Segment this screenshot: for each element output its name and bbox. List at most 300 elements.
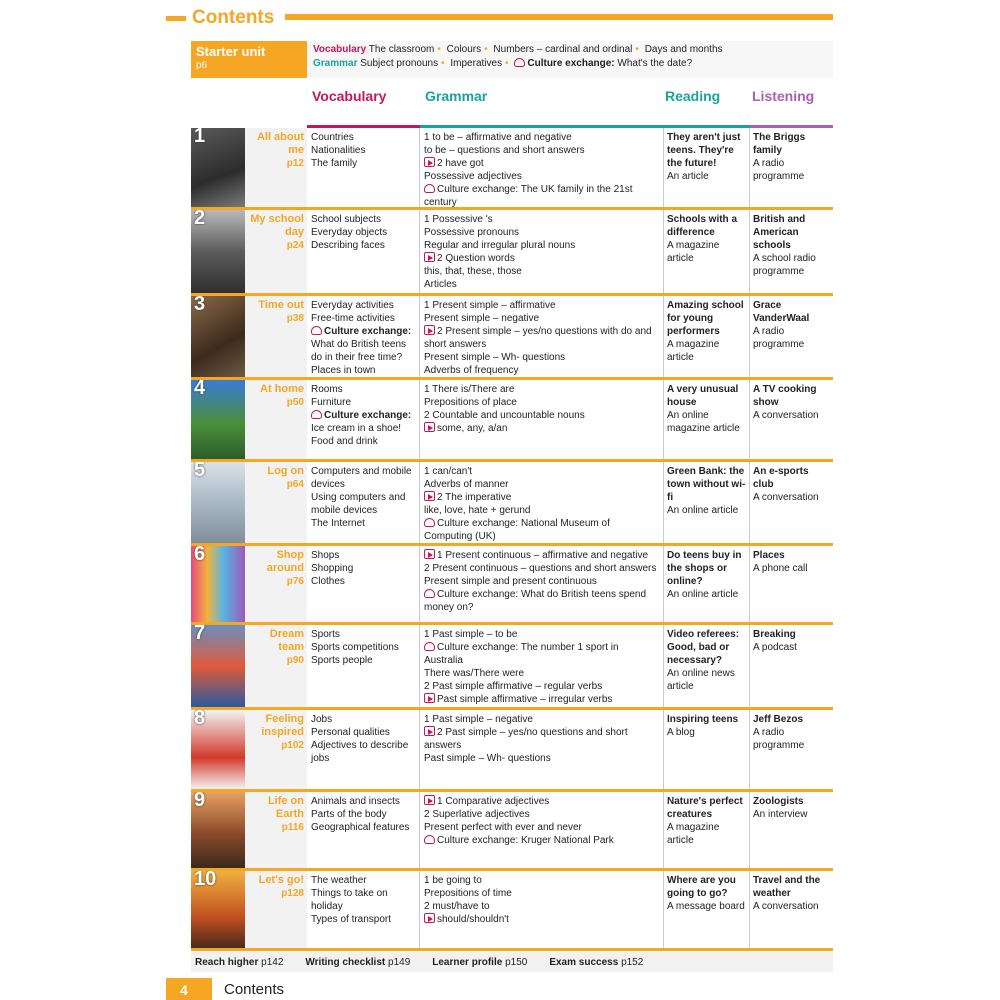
- unit-grammar: [420, 871, 664, 948]
- grammar-item: [424, 325, 659, 351]
- culture-exchange-icon: [424, 589, 435, 598]
- unit-page: p102: [281, 740, 304, 751]
- unit-name-line: Let's go!: [258, 874, 304, 886]
- video-icon[interactable]: [424, 157, 435, 167]
- listening-type: A radio programme: [753, 326, 805, 350]
- grammar-item: [424, 808, 659, 821]
- header-reading: Reading: [665, 88, 721, 104]
- unit-title[interactable]: [245, 871, 307, 948]
- reading-title: Nature's perfect creatures: [667, 796, 743, 820]
- culture-exchange-icon: [424, 835, 435, 844]
- starter-page: p6: [196, 60, 208, 71]
- grammar-text: Present simple – negative: [424, 313, 540, 324]
- grammar-text: Possessive pronouns: [424, 227, 520, 238]
- grammar-item: [424, 422, 659, 435]
- reading-title: Inspiring teens: [667, 714, 739, 725]
- unit-grammar: [420, 128, 664, 207]
- vocab-item: Jobs: [311, 714, 333, 725]
- video-icon[interactable]: [424, 913, 435, 923]
- starter-unit-row: [191, 41, 833, 78]
- starter-culture-text: What's the date?: [617, 58, 693, 69]
- unit-photo: [191, 710, 245, 789]
- footer-link-label: Learner profile: [432, 956, 503, 968]
- grammar-item: [424, 252, 659, 265]
- unit-grammar: [420, 625, 664, 707]
- unit-vocabulary: [307, 380, 420, 459]
- starter-vocab-line: Vocabulary The classroom • Colours • Numbers – cardinal and ordinal • Days and months: [313, 44, 723, 55]
- header-grammar: Grammar: [425, 88, 488, 104]
- grammar-text: There was/There were: [424, 668, 525, 679]
- starter-grammar-item: Subject pronouns: [360, 58, 439, 69]
- grammar-item: [424, 278, 659, 291]
- listening-title: Zoologists: [753, 796, 804, 807]
- starter-vocab-item: Days and months: [644, 44, 723, 55]
- video-icon[interactable]: [424, 726, 435, 736]
- unit-page: p128: [281, 888, 304, 899]
- grammar-text: 2 Superlative adjectives: [424, 809, 530, 820]
- footer-link-label: Reach higher: [195, 956, 259, 968]
- unit-row: [191, 128, 833, 210]
- unit-listening: [750, 792, 833, 868]
- grammar-text: 2 Countable and uncountable nouns: [424, 410, 585, 421]
- vocab-item: Free-time activities: [311, 313, 395, 324]
- unit-title[interactable]: [245, 210, 307, 293]
- unit-reading: [664, 625, 750, 707]
- vocab-item: The weather: [311, 875, 367, 886]
- grammar-item: [424, 409, 659, 422]
- grammar-text: some, any, a/an: [437, 423, 508, 434]
- unit-title[interactable]: [245, 792, 307, 868]
- unit-name-line: Log on: [267, 465, 304, 477]
- grammar-item: [424, 562, 659, 575]
- unit-listening: [750, 296, 833, 377]
- vocab-item: Geographical features: [311, 822, 410, 833]
- grammar-item: [424, 299, 659, 312]
- unit-reading: [664, 792, 750, 868]
- vocab-item: The family: [311, 158, 358, 169]
- unit-vocabulary: [307, 462, 420, 543]
- grammar-text: Culture exchange: The number 1 sport in Australia: [424, 642, 619, 666]
- vocab-item: Animals and insects: [311, 796, 400, 807]
- starter-vocab-item: The classroom: [368, 44, 435, 55]
- reading-type: A magazine article: [667, 339, 720, 363]
- page-title: [166, 4, 274, 32]
- unit-page: p50: [286, 397, 304, 408]
- grammar-item: [424, 887, 659, 900]
- footer-link-page: p149: [388, 956, 411, 968]
- listening-type: A conversation: [753, 492, 819, 503]
- listening-title: The Briggs family: [753, 132, 806, 156]
- vocab-item: Culture exchange:: [324, 410, 412, 421]
- vocab-item: Computers and mobile devices: [311, 466, 412, 490]
- listening-title: An e-sports club: [753, 466, 809, 490]
- video-icon[interactable]: [424, 252, 435, 262]
- unit-listening: [750, 710, 833, 789]
- unit-row: [191, 296, 833, 380]
- starter-vocab-item: Colours: [446, 44, 482, 55]
- header-vocabulary: Vocabulary: [312, 88, 387, 104]
- vocab-item: The Internet: [311, 518, 365, 529]
- unit-photo: [191, 792, 245, 868]
- starter-grammar-key: Grammar: [313, 58, 358, 69]
- culture-exchange-icon: [424, 184, 435, 193]
- footer-link-page: p142: [261, 956, 284, 968]
- unit-row: [191, 210, 833, 296]
- grammar-item: [424, 131, 659, 144]
- reading-title: Schools with a difference: [667, 214, 738, 238]
- vocab-item: Everyday objects: [311, 227, 388, 238]
- grammar-text: 2 Present simple – yes/no questions with do and short answers: [424, 326, 652, 350]
- unit-vocabulary: [307, 710, 420, 789]
- footer-link-page: p150: [505, 956, 528, 968]
- grammar-item: [424, 628, 659, 641]
- units-table: [191, 128, 833, 951]
- unit-row: [191, 792, 833, 871]
- unit-reading: [664, 128, 750, 207]
- grammar-text: 1 to be – affirmative and negative: [424, 132, 572, 143]
- grammar-item: [424, 265, 659, 278]
- unit-title[interactable]: [245, 625, 307, 707]
- vocab-item: Rooms: [311, 384, 343, 395]
- reading-title: Where are you going to go?: [667, 875, 736, 899]
- listening-title: Places: [753, 550, 785, 561]
- unit-page: p64: [286, 479, 304, 490]
- unit-reading: [664, 210, 750, 293]
- vocab-item: Things to take on holiday: [311, 888, 388, 912]
- grammar-text: 1 Present continuous – affirmative and negative: [437, 550, 649, 561]
- vocab-item: Shopping: [311, 563, 354, 574]
- reading-title: A very unusual house: [667, 384, 739, 408]
- vocab-item: Sports competitions: [311, 642, 399, 653]
- unit-reading: [664, 380, 750, 459]
- grammar-item: [424, 693, 659, 706]
- grammar-text: Prepositions of time: [424, 888, 512, 899]
- grammar-item: [424, 213, 659, 226]
- unit-vocabulary: [307, 296, 420, 377]
- grammar-item: [424, 491, 659, 504]
- unit-number: 3: [194, 296, 206, 315]
- unit-page: p12: [286, 158, 304, 169]
- unit-reading: [664, 546, 750, 622]
- grammar-item: [424, 667, 659, 680]
- unit-name-line: me: [288, 144, 304, 156]
- unit-photo: [191, 871, 245, 948]
- unit-name-line: My school: [250, 213, 304, 225]
- grammar-text: should/shouldn't: [437, 914, 509, 925]
- unit-number: 4: [194, 380, 206, 399]
- listening-type: A phone call: [753, 563, 808, 574]
- grammar-item: [424, 517, 659, 543]
- unit-reading: [664, 710, 750, 789]
- listening-title: British and American schools: [753, 214, 806, 251]
- vocab-item: Furniture: [311, 397, 352, 408]
- unit-name-line: Dream: [269, 628, 304, 640]
- grammar-text: this, that, these, those: [424, 266, 522, 277]
- grammar-text: Culture exchange: National Museum of Computing (UK): [424, 518, 610, 542]
- unit-page: p24: [286, 240, 304, 251]
- listening-title: A TV cooking show: [753, 384, 817, 408]
- grammar-text: 1 can/can't: [424, 466, 473, 477]
- unit-listening: [750, 462, 833, 543]
- unit-photo: [191, 462, 245, 543]
- unit-listening: [750, 625, 833, 707]
- vocab-item: What do British teens do in their free time?: [311, 339, 407, 363]
- grammar-text: Present simple – Wh- questions: [424, 352, 566, 363]
- unit-vocabulary: [307, 546, 420, 622]
- culture-exchange-icon: [514, 58, 525, 67]
- unit-name-line: Life on: [267, 795, 304, 807]
- vocab-item: Using computers and mobile devices: [311, 492, 406, 516]
- unit-number: 10: [194, 871, 217, 890]
- starter-vocab-item: Numbers – cardinal and ordinal: [493, 44, 633, 55]
- unit-row: [191, 710, 833, 792]
- grammar-text: Regular and irregular plural nouns: [424, 240, 576, 251]
- footer-link[interactable]: [305, 957, 410, 968]
- vocab-item: Sports people: [311, 655, 373, 666]
- grammar-text: Past simple affirmative – irregular verbs: [437, 694, 613, 705]
- listening-title: Grace VanderWaal: [753, 300, 810, 324]
- footer-link[interactable]: [195, 957, 283, 968]
- listening-type: A radio programme: [753, 158, 805, 182]
- listening-type: A school radio programme: [753, 253, 816, 277]
- reading-type: An online magazine article: [667, 410, 740, 434]
- grammar-item: [424, 170, 659, 183]
- culture-exchange-icon: [424, 518, 435, 527]
- unit-grammar: [420, 296, 664, 377]
- footer-link[interactable]: [549, 957, 643, 968]
- unit-row: [191, 546, 833, 625]
- reading-type: An online news article: [667, 668, 735, 692]
- header-listening: Listening: [752, 88, 815, 104]
- grammar-item: [424, 752, 659, 765]
- unit-grammar: [420, 546, 664, 622]
- grammar-item: [424, 874, 659, 887]
- unit-page: p76: [286, 576, 304, 587]
- grammar-item: [424, 144, 659, 157]
- unit-name-line: Time out: [258, 299, 304, 311]
- unit-grammar: [420, 210, 664, 293]
- grammar-item: [424, 383, 659, 396]
- listening-title: Jeff Bezos: [753, 714, 804, 725]
- listening-type: A conversation: [753, 901, 819, 912]
- unit-name-line: At home: [260, 383, 304, 395]
- footer-link-label: Exam success: [549, 956, 619, 968]
- unit-photo: [191, 296, 245, 377]
- starter-grammar-item: Imperatives: [450, 58, 503, 69]
- video-icon[interactable]: [424, 693, 435, 703]
- unit-reading: [664, 296, 750, 377]
- grammar-text: 1 Past simple – negative: [424, 714, 533, 725]
- unit-name-line: around: [266, 562, 304, 574]
- grammar-item: [424, 364, 659, 377]
- listening-type: An interview: [753, 809, 808, 820]
- starter-grammar-line: Grammar Subject pronouns • Imperatives • Culture exchange: What's the date?: [313, 58, 693, 69]
- grammar-text: Present perfect with ever and never: [424, 822, 582, 833]
- vocab-item: Everyday activities: [311, 300, 394, 311]
- grammar-text: Articles: [424, 279, 457, 290]
- grammar-item: [424, 312, 659, 325]
- grammar-item: [424, 183, 659, 209]
- grammar-item: [424, 713, 659, 726]
- grammar-text: Present simple and present continuous: [424, 576, 597, 587]
- grammar-text: 2 Present continuous – questions and short answers: [424, 563, 657, 574]
- vocab-item: Nationalities: [311, 145, 366, 156]
- reading-type: An online article: [667, 589, 739, 600]
- grammar-text: 2 Question words: [437, 253, 515, 264]
- unit-title[interactable]: [245, 128, 307, 207]
- unit-row: [191, 871, 833, 951]
- vocab-item: Food and drink: [311, 436, 378, 447]
- unit-name-line: All about: [256, 131, 304, 143]
- unit-photo: [191, 128, 245, 207]
- grammar-text: Past simple – Wh- questions: [424, 753, 551, 764]
- reading-type: An online article: [667, 505, 739, 516]
- grammar-item: [424, 396, 659, 409]
- unit-photo: [191, 210, 245, 293]
- grammar-item: [424, 226, 659, 239]
- grammar-text: Adverbs of manner: [424, 479, 509, 490]
- grammar-item: [424, 726, 659, 752]
- vocab-item: Culture exchange:: [324, 326, 412, 337]
- page-number: 4: [166, 978, 212, 1000]
- vocab-item: Ice cream in a shoe!: [311, 423, 402, 434]
- unit-photo: [191, 546, 245, 622]
- grammar-text: 2 Past simple affirmative – regular verbs: [424, 681, 603, 692]
- unit-reading: [664, 462, 750, 543]
- grammar-item: [424, 795, 659, 808]
- footer-links: [191, 952, 833, 972]
- grammar-text: 2 The imperative: [437, 492, 512, 503]
- unit-name-line: day: [285, 226, 304, 238]
- video-icon[interactable]: [424, 491, 435, 501]
- listening-type: A podcast: [753, 642, 797, 653]
- culture-exchange-icon: [311, 410, 322, 419]
- vocab-item: School subjects: [311, 214, 382, 225]
- unit-row: [191, 625, 833, 710]
- unit-grammar: [420, 380, 664, 459]
- unit-vocabulary: [307, 210, 420, 293]
- grammar-text: to be – questions and short answers: [424, 145, 585, 156]
- unit-photo: [191, 380, 245, 459]
- grammar-text: 1 Comparative adjectives: [437, 796, 550, 807]
- vocab-item: Countries: [311, 132, 354, 143]
- page-footer: [166, 978, 833, 1000]
- grammar-text: 1 be going to: [424, 875, 482, 886]
- reading-type: An article: [667, 171, 709, 182]
- unit-page: p116: [281, 822, 304, 833]
- unit-row: [191, 462, 833, 546]
- grammar-text: Prepositions of place: [424, 397, 517, 408]
- vocab-item: Personal qualities: [311, 727, 390, 738]
- unit-page: p90: [286, 655, 304, 666]
- footer-link-label: Writing checklist: [305, 956, 386, 968]
- unit-listening: [750, 128, 833, 207]
- unit-title[interactable]: [245, 462, 307, 543]
- grammar-text: 2 must/have to: [424, 901, 490, 912]
- reading-title: Amazing school for young performers: [667, 300, 744, 337]
- unit-listening: [750, 380, 833, 459]
- unit-grammar: [420, 462, 664, 543]
- grammar-text: Possessive adjectives: [424, 171, 522, 182]
- unit-listening: [750, 546, 833, 622]
- grammar-text: 1 There is/There are: [424, 384, 515, 395]
- grammar-item: [424, 900, 659, 913]
- unit-vocabulary: [307, 128, 420, 207]
- grammar-text: 1 Present simple – affirmative: [424, 300, 556, 311]
- vocab-item: Sports: [311, 629, 340, 640]
- footer-link[interactable]: [432, 957, 527, 968]
- grammar-text: 2 Past simple – yes/no questions and short answers: [424, 727, 628, 751]
- starter-name: Starter unit: [196, 44, 266, 59]
- unit-title[interactable]: [245, 546, 307, 622]
- grammar-text: Culture exchange: What do British teens spend money on?: [424, 589, 647, 613]
- reading-type: A magazine article: [667, 240, 720, 264]
- vocab-item: Places in town: [311, 365, 376, 376]
- reading-title: Green Bank: the town without wi-fi: [667, 466, 746, 503]
- video-icon[interactable]: [424, 549, 435, 559]
- title-dash: [166, 16, 186, 21]
- grammar-item: [424, 680, 659, 693]
- grammar-item: [424, 239, 659, 252]
- grammar-item: [424, 478, 659, 491]
- unit-page: p38: [286, 313, 304, 324]
- unit-title[interactable]: [245, 710, 307, 789]
- unit-vocabulary: [307, 871, 420, 948]
- unit-title[interactable]: [245, 296, 307, 377]
- unit-number: 9: [194, 792, 206, 811]
- vocab-item: Shops: [311, 550, 340, 561]
- grammar-item: [424, 351, 659, 364]
- grammar-item: [424, 821, 659, 834]
- starter-vocab-key: Vocabulary: [313, 44, 367, 55]
- reading-type: A blog: [667, 727, 695, 738]
- vocab-item: Types of transport: [311, 914, 392, 925]
- starter-culture-label: Culture exchange:: [527, 58, 615, 69]
- vocab-item: Describing faces: [311, 240, 385, 251]
- unit-name-line: Feeling: [265, 713, 304, 725]
- reading-type: A magazine article: [667, 822, 720, 846]
- grammar-text: Culture exchange: Kruger National Park: [437, 835, 614, 846]
- culture-exchange-icon: [424, 642, 435, 651]
- grammar-text: 1 Past simple – to be: [424, 629, 518, 640]
- unit-photo: [191, 625, 245, 707]
- listening-title: Travel and the weather: [753, 875, 821, 899]
- unit-grammar: [420, 710, 664, 789]
- grammar-item: [424, 504, 659, 517]
- grammar-text: Adverbs of frequency: [424, 365, 519, 376]
- unit-reading: [664, 871, 750, 948]
- unit-listening: [750, 210, 833, 293]
- listening-title: Breaking: [753, 629, 796, 640]
- video-icon[interactable]: [424, 325, 435, 335]
- culture-exchange-icon: [311, 326, 322, 335]
- title-text: Contents: [192, 7, 275, 28]
- listening-type: A conversation: [753, 410, 819, 421]
- vocab-item: Clothes: [311, 576, 345, 587]
- grammar-text: like, love, hate + gerund: [424, 505, 531, 516]
- grammar-item: [424, 913, 659, 926]
- unit-title[interactable]: [245, 380, 307, 459]
- grammar-text: 2 have got: [437, 158, 484, 169]
- unit-name-line: team: [278, 641, 304, 653]
- reading-title: They aren't just teens. They're the future!: [667, 132, 741, 169]
- grammar-item: [424, 157, 659, 170]
- starter-body: [307, 41, 833, 78]
- unit-number: 2: [194, 210, 206, 229]
- video-icon[interactable]: [424, 422, 435, 432]
- unit-vocabulary: [307, 792, 420, 868]
- video-icon[interactable]: [424, 795, 435, 805]
